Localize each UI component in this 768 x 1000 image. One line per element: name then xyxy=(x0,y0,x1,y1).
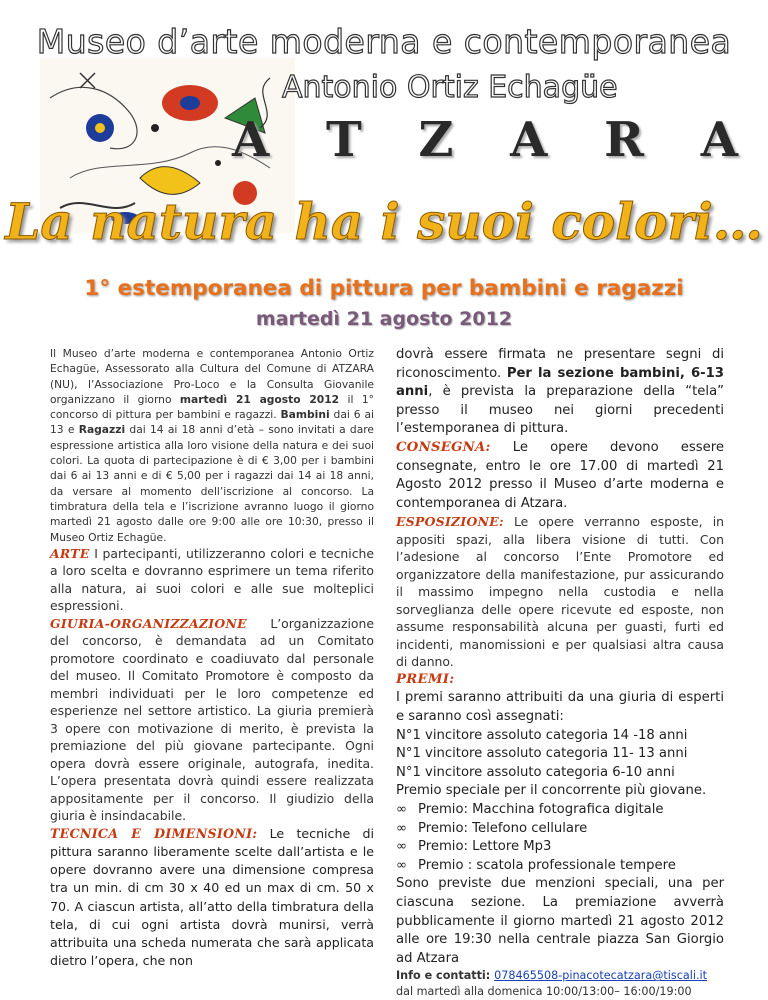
prize-text: Premio: Lettore Mp3 xyxy=(418,839,552,855)
tecnica-heading: TECNICA E DIMENSIONI: xyxy=(50,825,258,841)
esposizione-heading: ESPOSIZIONE: xyxy=(396,514,504,530)
info-line xyxy=(396,968,724,984)
prize-text: Premio: Macchina fotografica digitale xyxy=(418,802,664,817)
prize-item xyxy=(396,838,724,857)
bambini-bold: Bambini xyxy=(280,408,330,422)
event-subtitle: 1° estemporanea di pittura per bambini e ragazzi xyxy=(84,276,684,301)
continuation-text: dovrà essere firmata ne presentare segni di riconoscimento. xyxy=(396,347,724,381)
right-column xyxy=(396,346,724,1000)
bambini-section-bold: Per la sezione bambini, 6-13 anni xyxy=(396,365,724,400)
tecnica-paragraph xyxy=(50,825,374,971)
infinity-bullet-icon: ∞ xyxy=(396,820,407,836)
intro-text: dai 14 ai 18 anni d’età – sono invitati a dare espressione artistica alla loro visione della natura e dei suoi colori. La quota di partecipazione è di € 3,00 per i bambini dai 6 ai 13 anni e di € 5,00 per i ragazzi dai 14 ai 18 anni, da versare al momento dell’iscrizione al concorso. La timbratura della tela e l’iscrizione avranno luogo il giorno martedì 21 agosto dalle ore 9:00 alle ore 10:30, presso il Museo Ortiz Echagüe. xyxy=(50,423,374,544)
giuria-paragraph xyxy=(50,615,374,825)
infinity-bullet-icon: ∞ xyxy=(396,802,407,817)
consegna-heading: CONSEGNA: xyxy=(396,439,491,455)
prize-item xyxy=(396,820,724,839)
winner-line: N°1 vincitore assoluto categoria 6-10 anni xyxy=(396,764,675,780)
town-name: A T Z A R A xyxy=(232,112,758,168)
arte-paragraph xyxy=(50,545,374,615)
intro-date-bold: martedì 21 agosto 2012 xyxy=(179,392,340,406)
consegna-paragraph xyxy=(396,439,724,513)
intro-paragraph xyxy=(50,346,374,545)
special-prize: Premio speciale per il concorrente più giovane. xyxy=(396,783,707,799)
contact-link[interactable]: 078465508-pinacotecatzara@tiscali.it xyxy=(494,969,708,983)
ragazzi-bold: Ragazzi xyxy=(78,423,126,437)
infinity-bullet-icon: ∞ xyxy=(396,839,407,855)
winner-line: N°1 vincitore assoluto categoria 14 -18 anni xyxy=(396,727,688,743)
left-column xyxy=(50,346,374,970)
intro-text: Il Museo d’arte moderna e contemporanea Antonio Ortiz Echagüe, Assessorato alla Cultura del Comune di ATZARA (NU), l’Associazione Pro-Loco e la Consulta Giovanile organizzano il giorno xyxy=(50,347,374,406)
giuria-text: L’organizzazione del concorso, è demandata ad un Comitato promotore coordinato e coadiuvato dal personale del museo. Il Comitato Promotore è composto da membri individuati per le loro competenze ed esperienze nel settore artistico. La giuria premierà 3 opere con motivazione di merito, è prevista la premiazione del più giovane partecipante. Ogni opera dovrà essere originale, autografa, inedita. L’opera presentata dovrà quindi essere realizzata appositamente per il concorso. Il giudizio della giuria è insindacabile. xyxy=(50,615,374,824)
continuation-paragraph xyxy=(396,346,724,439)
prize-text: Premio : scatola professionale tempere xyxy=(418,857,676,873)
premi-heading-line xyxy=(396,671,724,690)
closing-paragraph: Sono previste due menzioni speciali, una per ciascuna sezione. La premiazione avverrà pubblicamente il giorno martedì 21 agosto 2012 alle ore 19:30 nella centrale piazza San Giorgio ad Atzara xyxy=(396,876,724,966)
consegna-text: Le opere devono essere consegnate, entro le ore 17.00 di martedì 21 Agosto 2012 presso il Museo d’arte moderna e contemporanea di Atzara. xyxy=(396,439,724,511)
info-label: Info e contatti: xyxy=(396,969,495,983)
arte-text: I partecipanti, utilizzeranno colori e tecniche a loro scelta e dovranno esprimere un tema riferito alla natura, ai suoi colori e alle sue molteplici espressioni. xyxy=(50,545,374,614)
prize-list xyxy=(396,801,724,875)
winner-line: N°1 vincitore assoluto categoria 11- 13 anni xyxy=(396,746,688,762)
arte-heading: ARTE xyxy=(50,545,90,561)
prize-text: Premio: Telefono cellulare xyxy=(418,820,588,836)
infinity-bullet-icon: ∞ xyxy=(396,857,407,873)
premi-intro: I premi saranno attribuiti da una giuria di esperti e saranno così assegnati: xyxy=(396,690,724,725)
event-slogan: La natura ha i suoi colori… xyxy=(5,192,763,251)
giuria-heading: GIURIA-ORGANIZZAZIONE xyxy=(50,615,247,631)
museum-name-line2: Antonio Ortiz Echagüe xyxy=(282,70,618,105)
museum-name-line1: Museo d’arte moderna e contemporanea xyxy=(36,22,732,61)
opening-hours: dal martedì alla domenica 10:00/13:00– 16:00/19:00 xyxy=(396,985,692,999)
prize-item xyxy=(396,801,724,820)
intro-text: il 1° concorso di pittura per bambini e ragazzi. xyxy=(50,392,374,422)
esposizione-text: Le opere verranno esposte, in appositi spazi, alla libera visione di tutti. Con l’adesione al concorso l’Ente Promotore ed organizzatore della manifestazione, pur assicurando il massimo impegno nella custodia e nella sorveglianza delle opere ricevute ed esposte, non assume responsabilità alcuna per guasti, furti ed incidenti, manomissioni e per qualsiasi altra causa di danno. xyxy=(396,514,724,670)
premi-heading: PREMI: xyxy=(396,671,455,687)
event-date: martedì 21 agosto 2012 xyxy=(255,308,513,330)
intro-text: dai 6 ai 13 e xyxy=(50,408,374,437)
esposizione-paragraph xyxy=(396,513,724,671)
tecnica-text: Le tecniche di pittura saranno liberamente scelte dall’artista e le opere dovranno avere una dimensione compresa tra un min. di cm 30 x 40 ed un max di cm. 50 x 70. A ciascun artista, all’atto della timbratura della tela, di cui ogni artista dovrà munirsi, verrà attribuita una scheda numerata che sarà applicata dietro l’opera, che non xyxy=(50,825,374,969)
continuation-text: , è prevista la preparazione della “tela” presso il museo nei giorni precedenti l’estemporanea di pittura. xyxy=(396,384,724,437)
prize-item xyxy=(396,857,724,876)
